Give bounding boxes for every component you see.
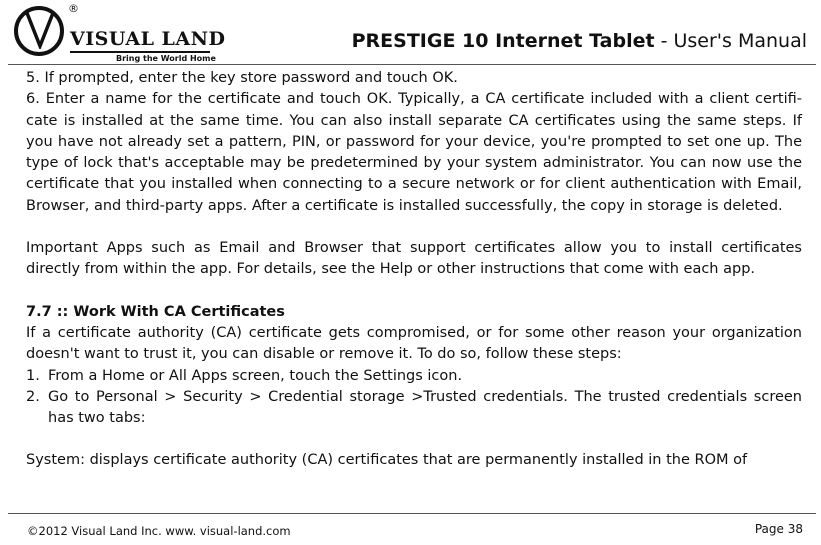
- steps-list: [26, 366, 802, 430]
- page-header: [0, 0, 821, 66]
- compromised-ca-paragraph: If a certificate authority (CA) certificate gets compromised, or for some other reason your organization doesn't want to trust it, you can disable or remove it. To do so, follow these steps:: [26, 324, 802, 363]
- paragraph-gap: [26, 217, 802, 238]
- header-divider: [8, 64, 816, 65]
- document-title-rest: - User's Manual: [654, 30, 807, 52]
- visual-land-logo: [8, 2, 226, 64]
- page-number: Page 38: [754, 522, 803, 536]
- step-6-paragraph: 6. Enter a name for the certificate and touch OK. Typically, a CA certificate included with a client certifi-cate is installed at the same time. You can also install separate CA certificates using the same steps. If you have not already set a pattern, PIN, or password for your device, you're prompted to set one up. The type of lock that's acceptable may be predetermined by your system administrator. You can now use the certificate that you installed when connecting to a secure network or for client authentication with Email, Browser, and third-party apps. After a certificate is installed successfully, the copy in storage is deleted.: [26, 91, 802, 214]
- brand-name: VISUAL LAND: [70, 28, 226, 50]
- list-item-text: Go to Personal > Security > Credential storage >Trusted credentials. The trusted credentials screen has two tabs:: [48, 388, 802, 427]
- paragraph-gap: [26, 281, 802, 302]
- registered-mark: ®: [68, 2, 79, 15]
- logo-v-icon: [25, 11, 55, 49]
- document-title-bold: PRESTIGE 10 Internet Tablet: [351, 30, 655, 52]
- brand-underline: [70, 51, 210, 53]
- paragraph-gap: [26, 429, 802, 450]
- page-content: [26, 68, 802, 472]
- document-title: [352, 30, 807, 52]
- list-item-number: 1.: [26, 367, 40, 384]
- footer-divider: [8, 513, 816, 514]
- system-tab-paragraph: System: displays certificate authority (CA) certificates that are permanently installed in the ROM of: [26, 452, 748, 469]
- step-5-text: 5. If prompted, enter the key store password and touch OK.: [26, 70, 458, 86]
- list-item: [26, 387, 802, 430]
- important-apps-paragraph: Important Apps such as Email and Browser that support certificates allow you to install certificates directly from within the app. For details, see the Help or other instructions that come with each app.: [26, 240, 802, 278]
- list-item: [26, 366, 802, 387]
- section-title: 7.7 :: Work With CA Certificates: [26, 303, 285, 320]
- list-item-text: From a Home or All Apps screen, touch the Settings icon.: [48, 367, 463, 384]
- list-item-number: 2.: [26, 388, 40, 405]
- footer-copyright: ©2012 Visual Land Inc. www. visual-land.com: [27, 524, 291, 538]
- brand-tagline: Bring the World Home: [116, 54, 216, 63]
